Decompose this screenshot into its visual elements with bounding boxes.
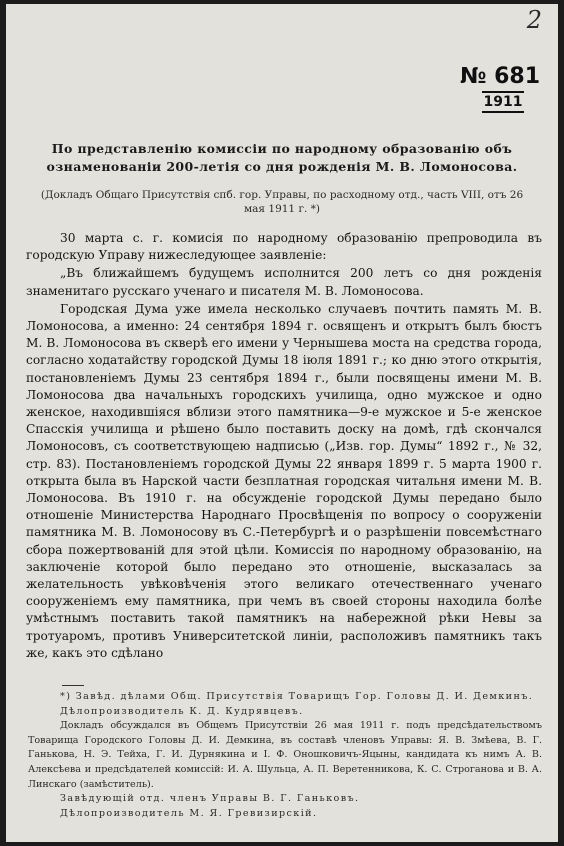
footnote: Дѣлопроизводитель М. Я. Гревизирскій. <box>60 807 318 819</box>
footnote: Завѣдующій отд. членъ Управы В. Г. Ганьковъ. <box>60 793 360 805</box>
document-number-block <box>460 64 550 113</box>
paragraph: Городская Дума уже имела несколько случаевъ почтить память М. В. Ломоносова, а именно: 24 сентября 1894 г. освященъ и открытъ былъ бюстъ М. В. Ломоносова въ скверѣ его имени у Чернышева моста на средства города, согласно ходатайству городской Думы 18 іюля 1891 г.; ко дню этого открытія, постановленіемъ Думы 23 сентября 1894 г., были посвящены имени М. В. Ломоносова два начальныхъ городскихъ училища, одно мужское и одно женское, находившіяся вблизи этого памятника—9-е мужское и 5-е женское Спасскія училища и рѣшено было поставить доску на домѣ, гдѣ скончался Ломоносовъ, съ соответствующею надписью („Изв. гор. Думы“ 1892 г., № 32, стр. 83). Постановленіемъ городской Думы 22 января 1899 г. 5 марта 1900 г. открыта была въ Нарской части безплатная городская читальня имени М. В. Ломоносова. Въ 1910 г. на обсужденіе городской Думы передано было отношеніе Министерства Народнаго Просвѣщенія по вопросу о сооруженіи памятника М. В. Ломоносову въ С.-Петербургѣ и о разрѣшеніи повсемѣстнаго сбора пожертвованій для этой цѣли. Комиссія по народному образованію, на заключеніе которой было передано это отношеніе, высказалась за желательность увѣковѣченія этого великаго отечественнаго ученаго сооруженіемъ ему памятника, при чемъ въ своей стороны находила болѣе умѣстнымъ поставить такой памятникъ на набережной рѣки Невы за тротуаромъ, противъ Университетской линіи, расположивъ памятникъ такъ же, какъ это сдѣлано <box>26 301 542 660</box>
document-page <box>6 4 558 842</box>
paragraph: „Въ ближайшемъ будущемъ исполнится 200 летъ со дня рожденія знаменитаго русскаго ученаго и писателя М. В. Ломоносова. <box>26 266 542 298</box>
footnote: *) Завѣд. дѣлами Общ. Присутствія Товарищъ Гор. Головы Д. И. Демкинъ. <box>60 691 534 702</box>
page-mark: 2 <box>526 6 542 34</box>
footnote-divider <box>62 685 84 686</box>
document-year: 1911 <box>482 91 524 113</box>
document-body <box>26 230 542 662</box>
document-subtitle: (Докладъ Общаго Присутствія спб. гор. Управы, по расходному отд., часть VIII, отъ 26 мая 1911 г. *) <box>40 189 524 215</box>
footnote: Докладъ обсуждался въ Общемъ Присутствіи 26 мая 1911 г. подъ предсѣдательствомъ Товарища Городского Головы Д. И. Демкина, въ составѣ членовъ Управы: Я. В. Змѣева, В. Г. Ганькова, Н. Э. Тейха, Г. И. Дурнякина и І. Ф. Оношковичъ-Яцыны, кандидата къ нимъ А. В. Алексѣева и предсѣдателей комиссій: И. А. Шульца, А. П. Веретенникова, К. С. Строганова и В. А. Линскаго (замѣститель). <box>28 720 542 790</box>
footnotes <box>28 690 542 821</box>
paragraph: 30 марта с. г. комисія по народному образованію препроводила въ городскую Управу нижеследующее заявленіе: <box>26 231 542 263</box>
footnote: Дѣлопроизводитель К. Д. Кудрявцевъ. <box>60 705 304 717</box>
document-number: № 681 <box>460 64 541 89</box>
document-title: По представленію комиссіи по народному образованію объ ознаменованіи 200-летія со дня рожденія М. В. Ломоносова. <box>46 141 518 174</box>
